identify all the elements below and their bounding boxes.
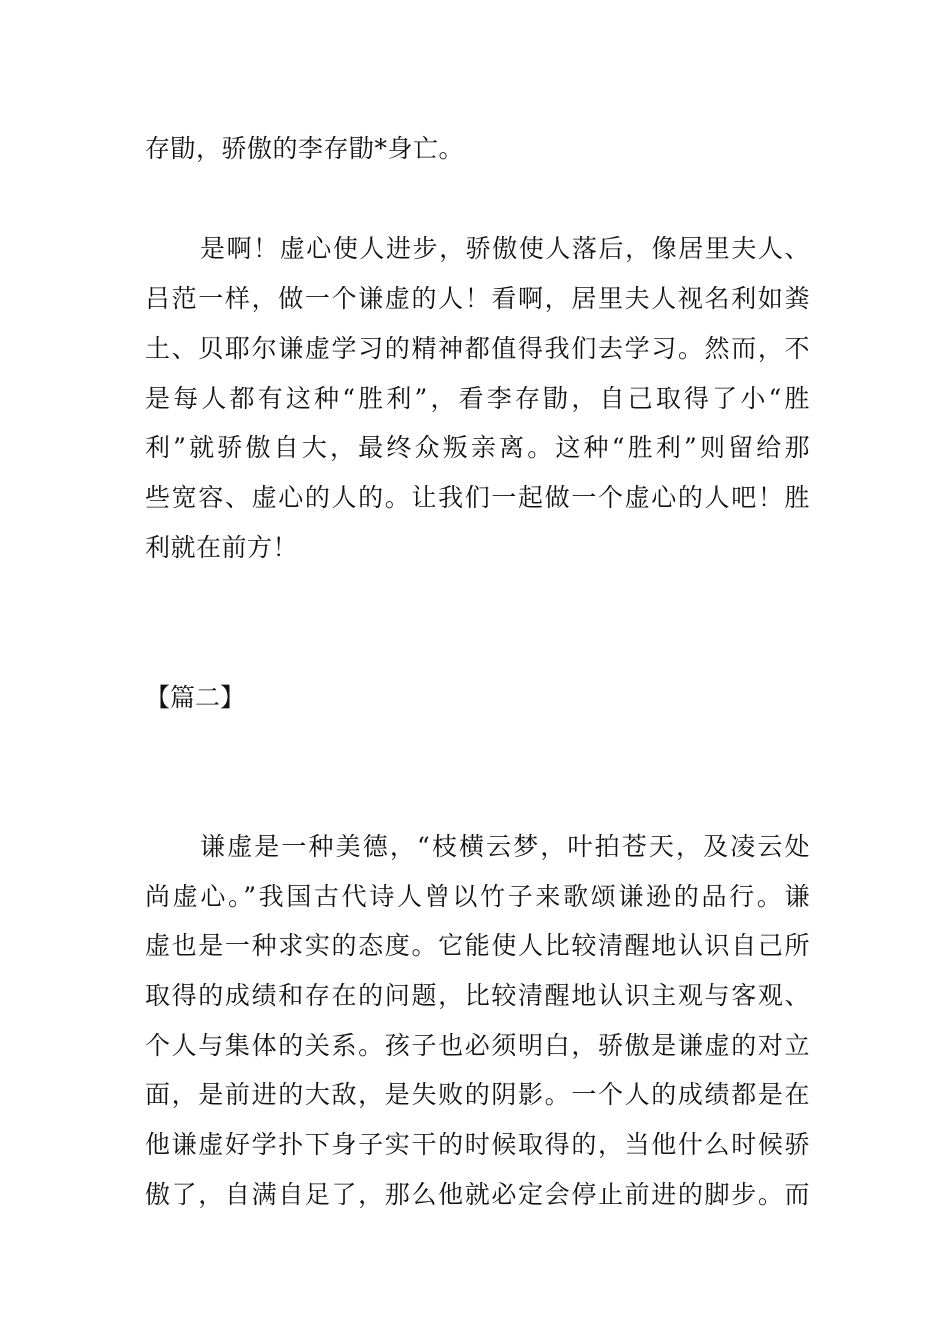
paragraph-3-line-6: 面，是前进的大敌，是失败的阴影。一个人的成绩都是在 [145,1080,810,1109]
paragraph-2-line-2: 吕范一样，做一个谦虚的人！看啊，居里夫人视名利如粪 [145,284,810,313]
paragraph-3-line-2: 尚虚心。”我国古代诗人曾以竹子来歌颂谦逊的品行。谦 [145,882,810,911]
paragraph-2-line-6: 些宽容、虚心的人的。让我们一起做一个虚心的人吧！胜 [145,483,810,512]
paragraph-2-line-4: 是每人都有这种“胜利”，看李存勖，自己取得了小“胜 [145,384,810,413]
paragraph-2-line-1: 是啊！虚心使人进步，骄傲使人落后，像居里夫人、 [200,234,810,263]
paragraph-1-line-1: 存勖，骄傲的李存勖*身亡。 [145,134,465,163]
paragraph-3-line-8: 傲了，自满自足了，那么他就必定会停止前进的脚步。而 [145,1180,810,1209]
paragraph-3-line-4: 取得的成绩和存在的问题，比较清醒地认识主观与客观、 [145,981,810,1010]
paragraph-3-line-1: 谦虚是一种美德，“枝横云梦，叶拍苍天，及凌云处 [200,832,810,861]
paragraph-2-line-5: 利”就骄傲自大，最终众叛亲离。这种“胜利”则留给那 [145,433,810,462]
paragraph-3-line-7: 他谦虚好学扑下身子实干的时候取得的，当他什么时候骄 [145,1130,810,1159]
paragraph-3-line-5: 个人与集体的关系。孩子也必须明白，骄傲是谦虚的对立 [145,1031,810,1060]
paragraph-2-line-7: 利就在前方！ [145,533,299,562]
paragraph-2-line-3: 土、贝耶尔谦虚学习的精神都值得我们去学习。然而，不 [145,334,810,363]
paragraph-3-line-3: 虚也是一种求实的态度。它能使人比较清醒地认识自己所 [145,931,810,960]
section-heading: 【篇二】 [145,683,246,712]
